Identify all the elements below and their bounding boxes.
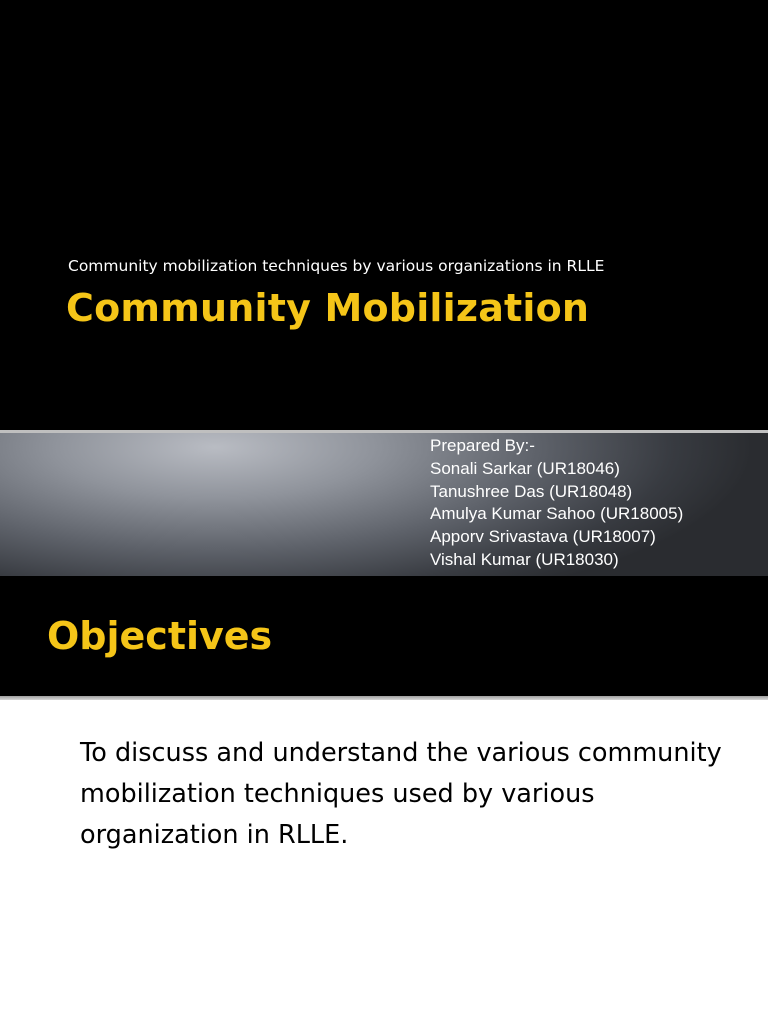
credits-list [430,435,683,572]
objectives-title: Objectives [47,614,273,658]
objectives-body-text: To discuss and understand the various community mobilization techniques used by various organization in RLLE. [80,738,722,850]
slide-title: Community Mobilization [66,286,590,330]
slide-subtitle: Community mobilization techniques by various organizations in RLLE [68,257,605,275]
credit-author: Sonali Sarkar (UR18046) [430,458,620,478]
credit-author: Apporv Srivastava (UR18007) [430,527,656,547]
objectives-slide-header [0,576,768,696]
credit-author: Amulya Kumar Sahoo (UR18005) [430,504,684,524]
credit-author: Vishal Kumar (UR18030) [430,549,619,569]
credit-author: Tanushree Das (UR18048) [430,481,633,501]
credits-heading: Prepared By:- [430,436,535,455]
objectives-divider [0,696,768,700]
